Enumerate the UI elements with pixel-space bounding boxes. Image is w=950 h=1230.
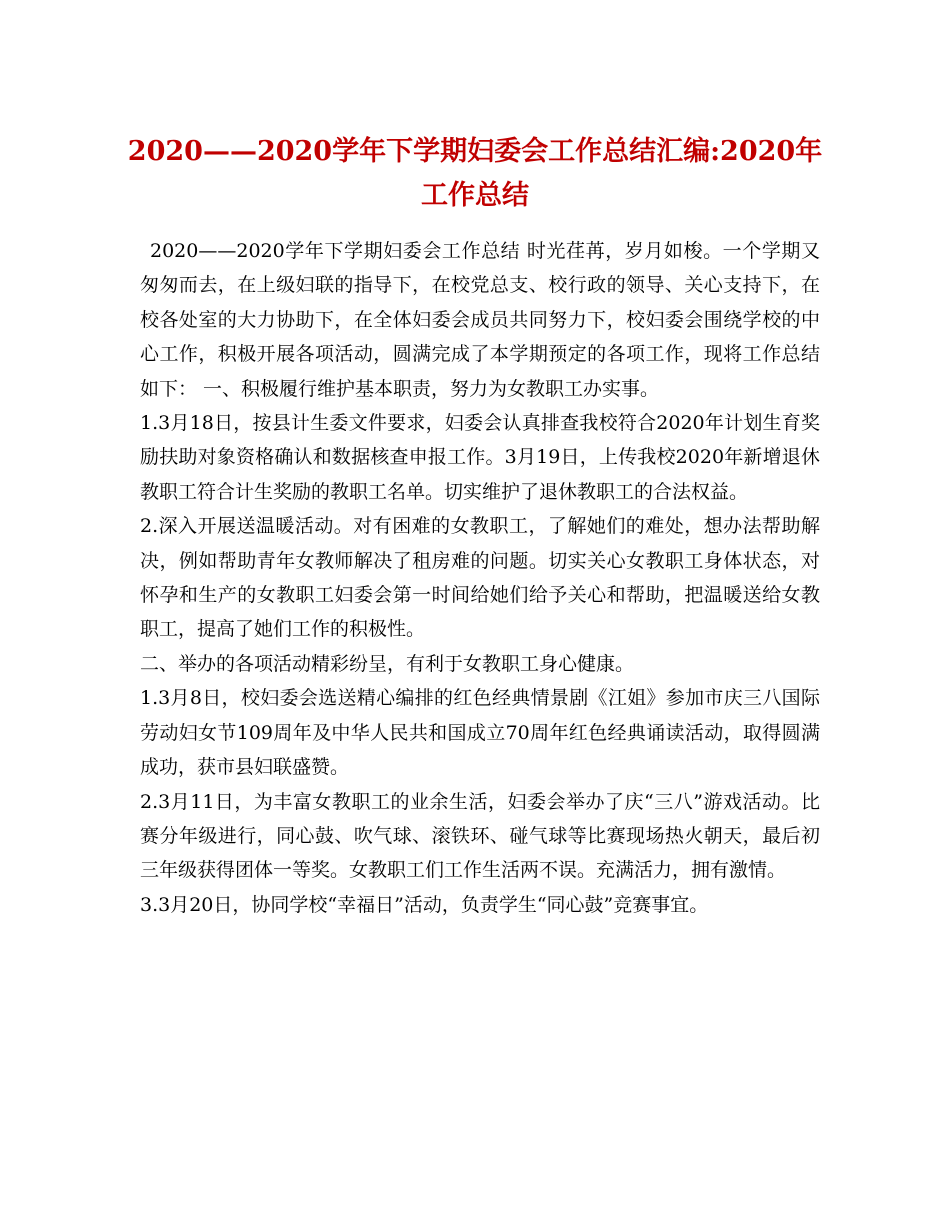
document-title-line-2: 工作总结 xyxy=(421,180,529,211)
document-body xyxy=(140,234,820,922)
paragraph-item-2-3: 3.3月20日，协同学校“幸福日”活动，负责学生“同心鼓”竞赛事宜。 xyxy=(140,893,709,916)
paragraph-item-1-1: 1.3月18日，按县计生委文件要求，妇委会认真排查我校符合2020年计划生育奖励扶助对象资格确认和数据核查申报工作。3月19日，上传我校2020年新增退休教职工符合计生奖励的教职工名单。切实维护了退休教职工的合法权益。 xyxy=(140,412,820,503)
paragraph-item-2-1: 1.3月8日，校妇委会选送精心编排的红色经典情景剧《江姐》参加市庆三八国际劳动妇女节109周年及中华人民共和国成立70周年红色经典诵读活动，取得圆满成功，获市县妇联盛赞。 xyxy=(140,687,820,779)
intro-paragraph: 2020——2020学年下学期妇委会工作总结 时光荏苒，岁月如梭。一个学期又匆匆而去，在上级妇联的指导下，在校党总支、校行政的领导、关心支持下，在校各处室的大力协助下，在全体妇委会成员共同努力下，校妇委会围绕学校的中心工作，积极开展各项活动，圆满完成了本学期预定的各项工作，现将工作总结如下： 一、积极履行维护基本职责，努力为女教职工办实事。 xyxy=(140,240,820,400)
document-title-line-1: 2020——2020学年下学期妇委会工作总结汇编:2020年 xyxy=(127,136,823,167)
section-heading-2: 二、举办的各项活动精彩纷呈，有利于女教职工身心健康。 xyxy=(140,652,635,675)
paragraph-item-1-2: 2.深入开展送温暖活动。对有困难的女教职工，了解她们的难处，想办法帮助解决，例如帮助青年女教师解决了租房难的问题。切实关心女教职工身体状态，对怀孕和生产的女教职工妇委会第一时间给她们给予关心和帮助，把温暖送给女教职工，提高了她们工作的积极性。 xyxy=(140,515,820,641)
paragraph-item-2-2: 2.3月11日，为丰富女教职工的业余生活，妇委会举办了庆“三八”游戏活动。比赛分年级进行，同心鼓、吹气球、滚铁环、碰气球等比赛现场热火朝天，最后初三年级获得团体一等奖。女教职工们工作生活两不误。充满活力，拥有激情。 xyxy=(140,790,820,882)
